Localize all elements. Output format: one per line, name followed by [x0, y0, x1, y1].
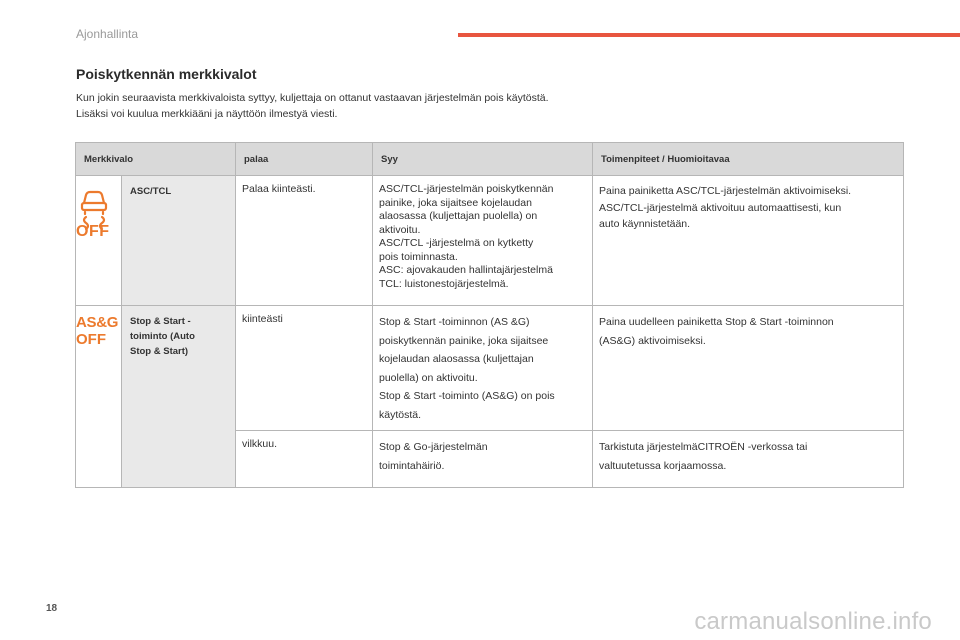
- column-header-cause: Syy: [373, 143, 593, 176]
- warning-lamps-table: [75, 142, 904, 488]
- column-header-action: Toimenpiteet / Huomioitavaa: [593, 143, 904, 176]
- text-line: Stop & Start -toiminto (AS&G) on pois: [379, 390, 555, 402]
- lamp-action: [593, 176, 904, 306]
- lamp-cause: [373, 306, 593, 431]
- lamp-icon-cell: [76, 306, 122, 488]
- lamp-state: kiinteästi: [236, 306, 373, 431]
- text-line: Paina painiketta ASC/TCL-järjestelmän aktivoimiseksi.: [599, 185, 852, 197]
- table-header-row: [76, 143, 904, 176]
- page-title: Poiskytkennän merkkivalot: [76, 66, 257, 82]
- as-g-off-icon: [76, 314, 118, 348]
- text-line: Stop & Start -toiminnon (AS &G): [379, 316, 530, 328]
- intro-line: Lisäksi voi kuulua merkkiääni ja näyttöön ilmestyä viesti.: [76, 107, 338, 120]
- intro-text: [76, 91, 896, 122]
- text-line: kojelaudan alaosassa (kuljettajan: [379, 353, 534, 365]
- text-line: Stop & Start -: [130, 316, 191, 327]
- lamp-icon-cell: [76, 176, 122, 306]
- header-accent-bar: [458, 33, 960, 37]
- lamp-action: [593, 431, 904, 488]
- text-line: ASC/TCL-järjestelmä aktivoituu automaattisesti, kun: [599, 201, 842, 214]
- text-line: toimintahäiriö.: [379, 459, 445, 472]
- text-line: Paina uudelleen painiketta Stop & Start -toiminnon: [599, 316, 834, 328]
- text-line: auto käynnistetään.: [599, 218, 691, 230]
- text-line: Stop & Go-järjestelmän: [379, 441, 488, 453]
- text-line: aktivoitu.: [379, 223, 421, 236]
- column-header-lamp: Merkkivalo: [76, 143, 236, 176]
- watermark: carmanualsonline.info: [694, 608, 932, 635]
- text-line: TCL: luistonestojärjestelmä.: [379, 277, 509, 290]
- text-line: ASC/TCL -järjestelmä on kytketty: [379, 237, 534, 249]
- column-header-state: palaa: [236, 143, 373, 176]
- text-line: alaosassa (kuljettajan puolella) on: [379, 210, 538, 222]
- text-line: Stop & Start): [130, 346, 189, 357]
- text-line: painike, joka sijaitsee kojelaudan: [379, 196, 532, 209]
- text-line: puolella) on aktivoitu.: [379, 371, 478, 384]
- text-line: ASC/TCL-järjestelmän poiskytkennän: [379, 183, 554, 195]
- section-title: Ajonhallinta: [76, 27, 139, 41]
- text-line: pois toiminnasta.: [379, 250, 458, 263]
- text-line: valtuutetussa korjaamossa.: [599, 459, 727, 472]
- lamp-icon-label: AS&G: [76, 314, 119, 331]
- page-number: 18: [46, 603, 58, 614]
- lamp-state: Palaa kiinteästi.: [236, 176, 373, 306]
- table-row: [76, 176, 904, 306]
- text-line: (AS&G) aktivoimiseksi.: [599, 334, 706, 347]
- text-line: toiminto (Auto: [130, 331, 195, 342]
- lamp-name: ASC/TCL: [122, 176, 236, 306]
- lamp-state: vilkkuu.: [236, 431, 373, 488]
- lamp-icon-label: OFF: [76, 331, 106, 348]
- car-skid-off-icon: [76, 186, 112, 239]
- lamp-icon-label: OFF: [76, 223, 110, 240]
- lamp-cause: [373, 176, 593, 306]
- text-line: ASC: ajovakauden hallintajärjestelmä: [379, 264, 553, 276]
- lamp-name: [122, 306, 236, 488]
- text-line: Tarkistuta järjestelmäCITROËN -verkossa tai: [599, 441, 808, 453]
- text-line: käytöstä.: [379, 408, 422, 421]
- text-line: poiskytkennän painike, joka sijaitsee: [379, 334, 549, 347]
- table-row: [76, 306, 904, 431]
- lamp-cause: [373, 431, 593, 488]
- intro-line: Kun jokin seuraavista merkkivaloista syttyy, kuljettaja on ottanut vastaavan järjestelmän pois käytöstä.: [76, 92, 549, 104]
- lamp-action: [593, 306, 904, 431]
